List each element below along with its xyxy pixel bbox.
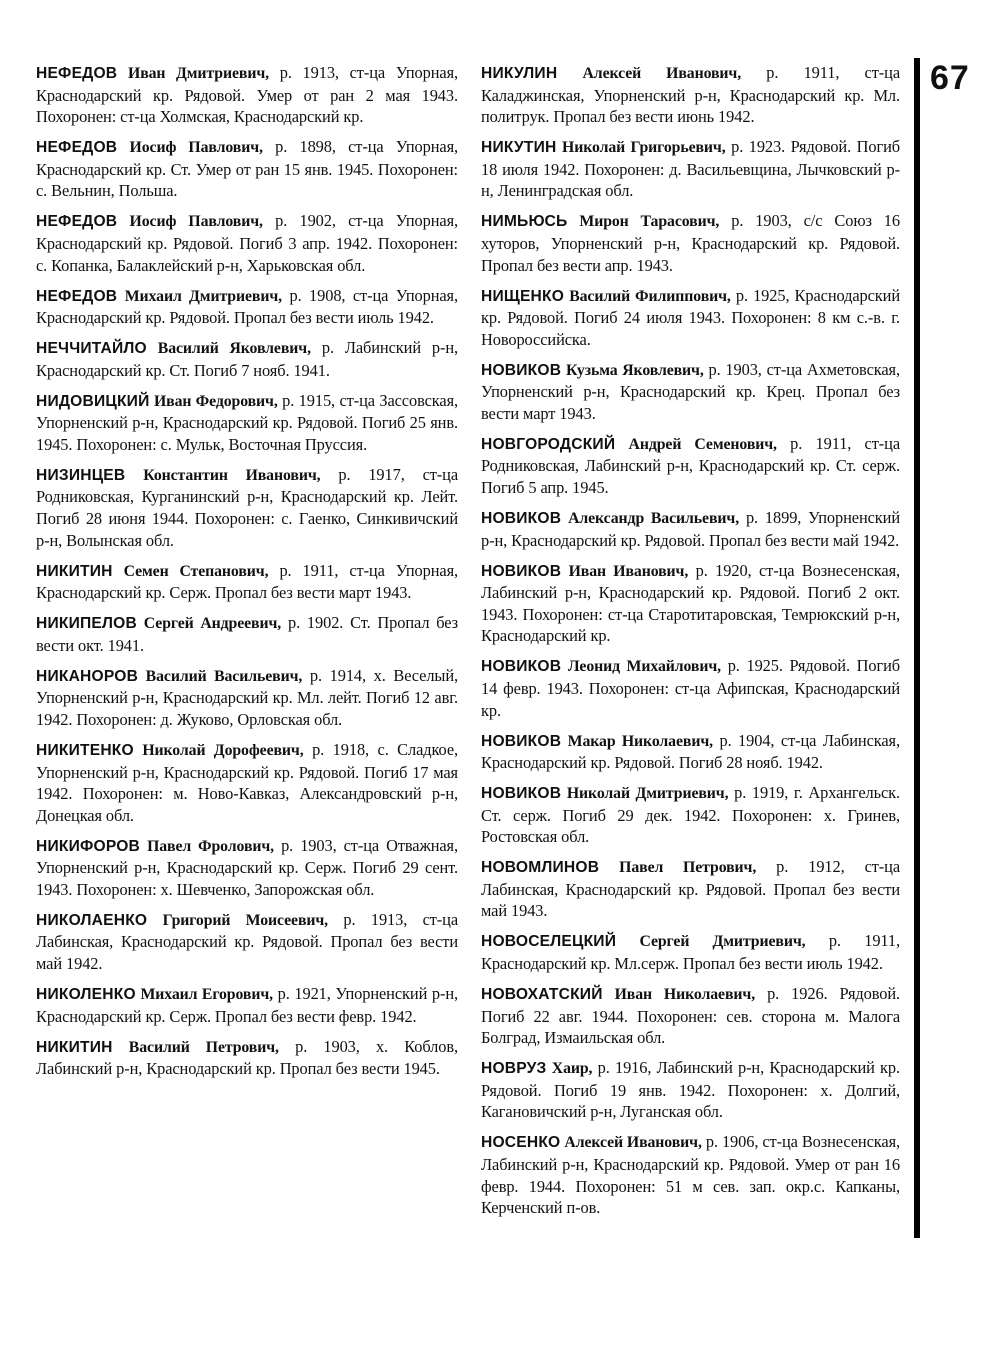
entry-surname: НИКИФОРОВ: [36, 837, 141, 855]
entry-surname: НИКОЛАЕНКО: [36, 911, 148, 929]
biographical-entry: [36, 390, 458, 456]
entry-surname: НОВРУЗ: [481, 1060, 547, 1078]
entry-details: р. 1921, Упорненский р-н, Краснодарский кр. Серж. Пропал без вести февр. 1942.: [36, 984, 459, 1026]
entry-surname: НИЗИНЦЕВ: [36, 466, 126, 484]
entry-surname: НОВОМЛИНОВ: [481, 859, 600, 877]
entry-surname: НИКИПЕЛОВ: [36, 615, 137, 633]
entry-details: р. 1926. Рядовой. Погиб 22 авг. 1944. Похоронен: сев. сторона м. Малога Болград, Измаильская обл.: [481, 984, 901, 1048]
entry-details: р. Лабинский р-н, Краснодарский кр. Ст. Погиб 7 нояб. 1941.: [36, 338, 459, 380]
entry-details: р. 1904, ст-ца Лабинская, Краснодарский кр. Рядовой. Погиб 28 нояб. 1942.: [481, 730, 900, 773]
entry-given-name: Павел Фролович,: [147, 837, 275, 855]
entry-given-name: Николай Григорьевич,: [562, 139, 726, 157]
entry-given-name: Павел Петрович,: [619, 859, 757, 877]
entry-details: р. 1903, ст-ца Ахметовская, Упорненский р-н, Краснодарский кр. Крец. Пропал без вести март 1943.: [481, 359, 900, 423]
entry-given-name: Семен Степанович,: [123, 562, 269, 580]
biographical-entry: [481, 507, 900, 551]
entry-surname: НЕЧЧИТАЙЛО: [36, 340, 147, 358]
entry-given-name: Григорий Моисеевич,: [162, 911, 329, 929]
entry-surname: НОВИКОВ: [481, 732, 562, 750]
entry-surname: НОВОСЕЛЕЦКИЙ: [481, 933, 617, 951]
entry-given-name: Александр Васильевич,: [568, 510, 740, 528]
entry-surname: НИКИТЕНКО: [36, 741, 134, 759]
entry-details: р. 1916, Лабинский р-н, Краснодарский кр. Рядовой. Погиб 19 янв. 1942. Похоронен: х. Долгий, Кагановичский р-н, Луганская обл.: [481, 1058, 900, 1122]
entry-details: р. 1911, ст-ца Упорная, Краснодарский кр. Серж. Пропал без вести март 1943.: [36, 560, 458, 603]
entry-details: р. 1917, ст-ца Родниковская, Курганинский р-н, Краснодарский кр. Лейт. Погиб 28 июня 1944. Похоронен: с. Гаенко, Синкивичский р-н, Волынская обл.: [36, 464, 459, 550]
biographical-entry: [481, 730, 900, 774]
entry-surname: НИКОЛЕНКО: [36, 986, 136, 1004]
entry-details: р. 1915, ст-ца Зассовская, Упорненский р-н, Краснодарский кр. Рядовой. Погиб 25 янв. 1945. Похоронен: с. Мульк, Восточная Пруссия.: [36, 390, 459, 454]
entry-details: р. 1912, ст-ца Лабинская, Краснодарский кр. Рядовой. Пропал без вести май 1943.: [481, 857, 901, 921]
biographical-entry: [36, 739, 458, 826]
page-number: 67: [930, 59, 970, 97]
entry-given-name: Михаил Егорович,: [140, 986, 273, 1004]
entry-details: р. 1925. Рядовой. Погиб 14 февр. 1943. Похоронен: ст-ца Афипская, Краснодарский кр.: [481, 656, 901, 720]
entry-surname: НИКУТИН: [481, 139, 557, 157]
entry-given-name: Василий Петрович,: [128, 1038, 279, 1056]
entry-given-name: Сергей Андреевич,: [143, 615, 282, 633]
entry-details: р. 1919, г. Архангельск. Ст. серж. Погиб 29 дек. 1942. Похоронен: х. Гринев, Ростовская обл.: [481, 783, 900, 847]
biographical-entry: [36, 337, 458, 381]
biographical-entry: [36, 285, 458, 329]
vertical-rule: [914, 58, 920, 1238]
entry-given-name: Николай Дорофеевич,: [142, 741, 304, 759]
entry-given-name: Василий Яковлевич,: [157, 340, 311, 358]
entry-details: р. 1925, Краснодарский кр. Рядовой. Погиб 24 июля 1943. Похоронен: 8 км с.-в. г. Новороссийска.: [481, 285, 901, 349]
right-column: [481, 62, 900, 1227]
entry-given-name: Иван Иванович,: [568, 562, 689, 580]
entry-given-name: Кузьма Яковлевич,: [565, 361, 704, 379]
left-column: [36, 62, 458, 1088]
entry-details: р. 1913, ст-ца Лабинская, Краснодарский кр. Рядовой. Пропал без вести май 1942.: [36, 909, 459, 974]
biographical-entry: [36, 835, 458, 901]
entry-surname: НОСЕНКО: [481, 1134, 561, 1152]
entry-surname: НИДОВИЦКИЙ: [36, 392, 150, 410]
entry-details: р. 1903, х. Коблов, Лабинский р-н, Краснодарский кр. Пропал без вести 1945.: [36, 1036, 458, 1079]
entry-surname: НИКАНОРОВ: [36, 667, 139, 685]
entry-surname: НЕФЕДОВ: [36, 213, 118, 231]
biographical-entry: [481, 210, 900, 276]
biographical-entry: [481, 136, 900, 202]
entry-given-name: Константин Иванович,: [143, 466, 321, 484]
biographical-entry: [481, 560, 900, 647]
biographical-entry: [481, 782, 900, 848]
entry-details: р. 1913, ст-ца Упорная, Краснодарский кр. Рядовой. Умер от ран 2 мая 1943. Похоронен: ст-ца Холмская, Краснодарский кр.: [36, 63, 459, 127]
biographical-entry: [36, 983, 458, 1027]
entry-surname: НОВИКОВ: [481, 658, 562, 676]
entry-surname: НЕФЕДОВ: [36, 287, 118, 305]
entry-surname: НИКИТИН: [36, 1038, 113, 1056]
entry-given-name: Макар Николаевич,: [567, 732, 713, 750]
biographical-entry: [481, 359, 900, 425]
biographical-entry: [36, 665, 458, 731]
entry-details: р. 1911, Краснодарский кр. Мл.серж. Пропал без вести июль 1942.: [481, 931, 900, 974]
entry-surname: НИМЬЮСЬ: [481, 213, 568, 231]
biographical-entry: [36, 62, 458, 128]
biographical-entry: [481, 62, 900, 128]
entry-surname: НИЩЕНКО: [481, 287, 565, 305]
biographical-entry: [481, 856, 900, 922]
entry-given-name: Алексей Иванович,: [564, 1134, 702, 1152]
entry-given-name: Иосиф Павлович,: [129, 139, 263, 157]
entry-details: р. 1903, ст-ца Отважная, Упорненский р-н, Краснодарский кр. Серж. Погиб 29 сент. 1943. Похоронен: х. Шевченко, Запорожская обл.: [36, 835, 458, 899]
biographical-entry: [36, 136, 458, 202]
entry-given-name: Иван Дмитриевич,: [128, 65, 269, 82]
entry-details: р. 1911, ст-ца Каладжинская, Упорненский р-н, Краснодарский кр. Мл. политрук. Пропал без вести июнь 1942.: [481, 63, 900, 127]
entry-surname: НОВИКОВ: [481, 785, 562, 803]
entry-details: р. 1902, ст-ца Упорная, Краснодарский кр. Рядовой. Погиб 3 апр. 1942. Похоронен: с. Копанка, Балаклейский р-н, Харьковская обл.: [36, 211, 459, 275]
entry-details: р. 1914, х. Веселый, Упорненский р-н, Краснодарский кр. Мл. лейт. Погиб 12 авг. 1942. Похоронен: д. Жуково, Орловская обл.: [36, 665, 458, 729]
entry-given-name: Мирон Тарасович,: [579, 213, 720, 231]
entry-given-name: Хаир,: [551, 1060, 593, 1078]
entry-surname: НЕФЕДОВ: [36, 139, 118, 157]
entry-given-name: Леонид Михайлович,: [567, 658, 722, 676]
entry-given-name: Сергей Дмитриевич,: [639, 933, 806, 951]
biographical-entry: [481, 1131, 900, 1218]
biographical-entry: [36, 1036, 458, 1080]
entry-given-name: Иосиф Павлович,: [129, 213, 263, 231]
entry-given-name: Иван Николаевич,: [614, 986, 756, 1004]
biographical-entry: [481, 1057, 900, 1123]
biographical-entry: [36, 909, 458, 975]
entry-surname: НИКУЛИН: [481, 65, 558, 82]
biographical-entry: [36, 612, 458, 656]
entry-details: р. 1906, ст-ца Вознесенская, Лабинский р-н, Краснодарский кр. Рядовой. Умер от ран 16 февр. 1944. Похоронен: 51 м сев. зап. окр.с. Капканы, Керченский п-ов.: [481, 1132, 901, 1218]
entry-details: р. 1923. Рядовой. Погиб 18 июля 1942. Похоронен: д. Васильевщина, Лычковский р-н, Ленинградская обл.: [481, 137, 900, 201]
biographical-entry: [481, 285, 900, 351]
entry-details: р. 1911, ст-ца Родниковская, Лабинский р-н, Краснодарский кр. Ст. серж. Погиб 5 апр. 1945.: [481, 433, 900, 498]
biographical-entry: [36, 210, 458, 276]
entry-surname: НОВИКОВ: [481, 562, 562, 580]
entry-given-name: Василий Васильевич,: [145, 667, 303, 685]
entry-details: р. 1899, Упорненский р-н, Краснодарский кр. Рядовой. Пропал без вести май 1942.: [481, 508, 901, 550]
entry-surname: НОВИКОВ: [481, 361, 562, 379]
entry-surname: НИКИТИН: [36, 562, 113, 580]
entry-details: р. 1908, ст-ца Упорная, Краснодарский кр. Рядовой. Пропал без вести июль 1942.: [36, 285, 458, 328]
entry-given-name: Иван Федорович,: [153, 392, 278, 410]
entry-given-name: Михаил Дмитриевич,: [124, 287, 283, 305]
entry-surname: НОВОХАТСКИЙ: [481, 986, 603, 1004]
entry-surname: НОВГОРОДСКИЙ: [481, 435, 616, 453]
entry-given-name: Андрей Семенович,: [628, 435, 777, 453]
entry-details: р. 1920, ст-ца Вознесенская, Лабинский р-н, Краснодарский кр. Рядовой. Погиб 2 окт. 1943. Похоронен: ст-ца Старотитаровская, Темрюкский р-н, Краснодарский кр.: [481, 560, 901, 646]
entry-surname: НОВИКОВ: [481, 510, 562, 528]
entry-given-name: Алексей Иванович,: [582, 65, 742, 82]
biographical-entry: [36, 560, 458, 604]
entry-given-name: Василий Филиппович,: [569, 287, 731, 305]
entry-surname: НЕФЕДОВ: [36, 65, 118, 82]
biographical-entry: [481, 930, 900, 974]
biographical-entry: [36, 464, 458, 551]
entry-details: р. 1898, ст-ца Упорная, Краснодарский кр. Ст. Умер от ран 15 янв. 1945. Похоронен: с. Вельнин, Польша.: [36, 137, 459, 201]
biographical-entry: [481, 655, 900, 721]
biographical-entry: [481, 433, 900, 499]
entry-details: р. 1903, с/с Союз 16 хуторов, Упорненский р-н, Краснодарский кр. Рядовой. Пропал без вести апр. 1943.: [481, 211, 900, 275]
entry-given-name: Николай Дмитриевич,: [566, 785, 729, 803]
biographical-entry: [481, 983, 900, 1049]
entry-details: р. 1902. Ст. Пропал без вести окт. 1941.: [36, 613, 459, 655]
entry-details: р. 1918, с. Сладкое, Упорненский р-н, Краснодарский кр. Рядовой. Погиб 17 мая 1942. Похоронен: м. Ново-Кавказ, Александровский р-н, Донецкая обл.: [36, 739, 458, 825]
